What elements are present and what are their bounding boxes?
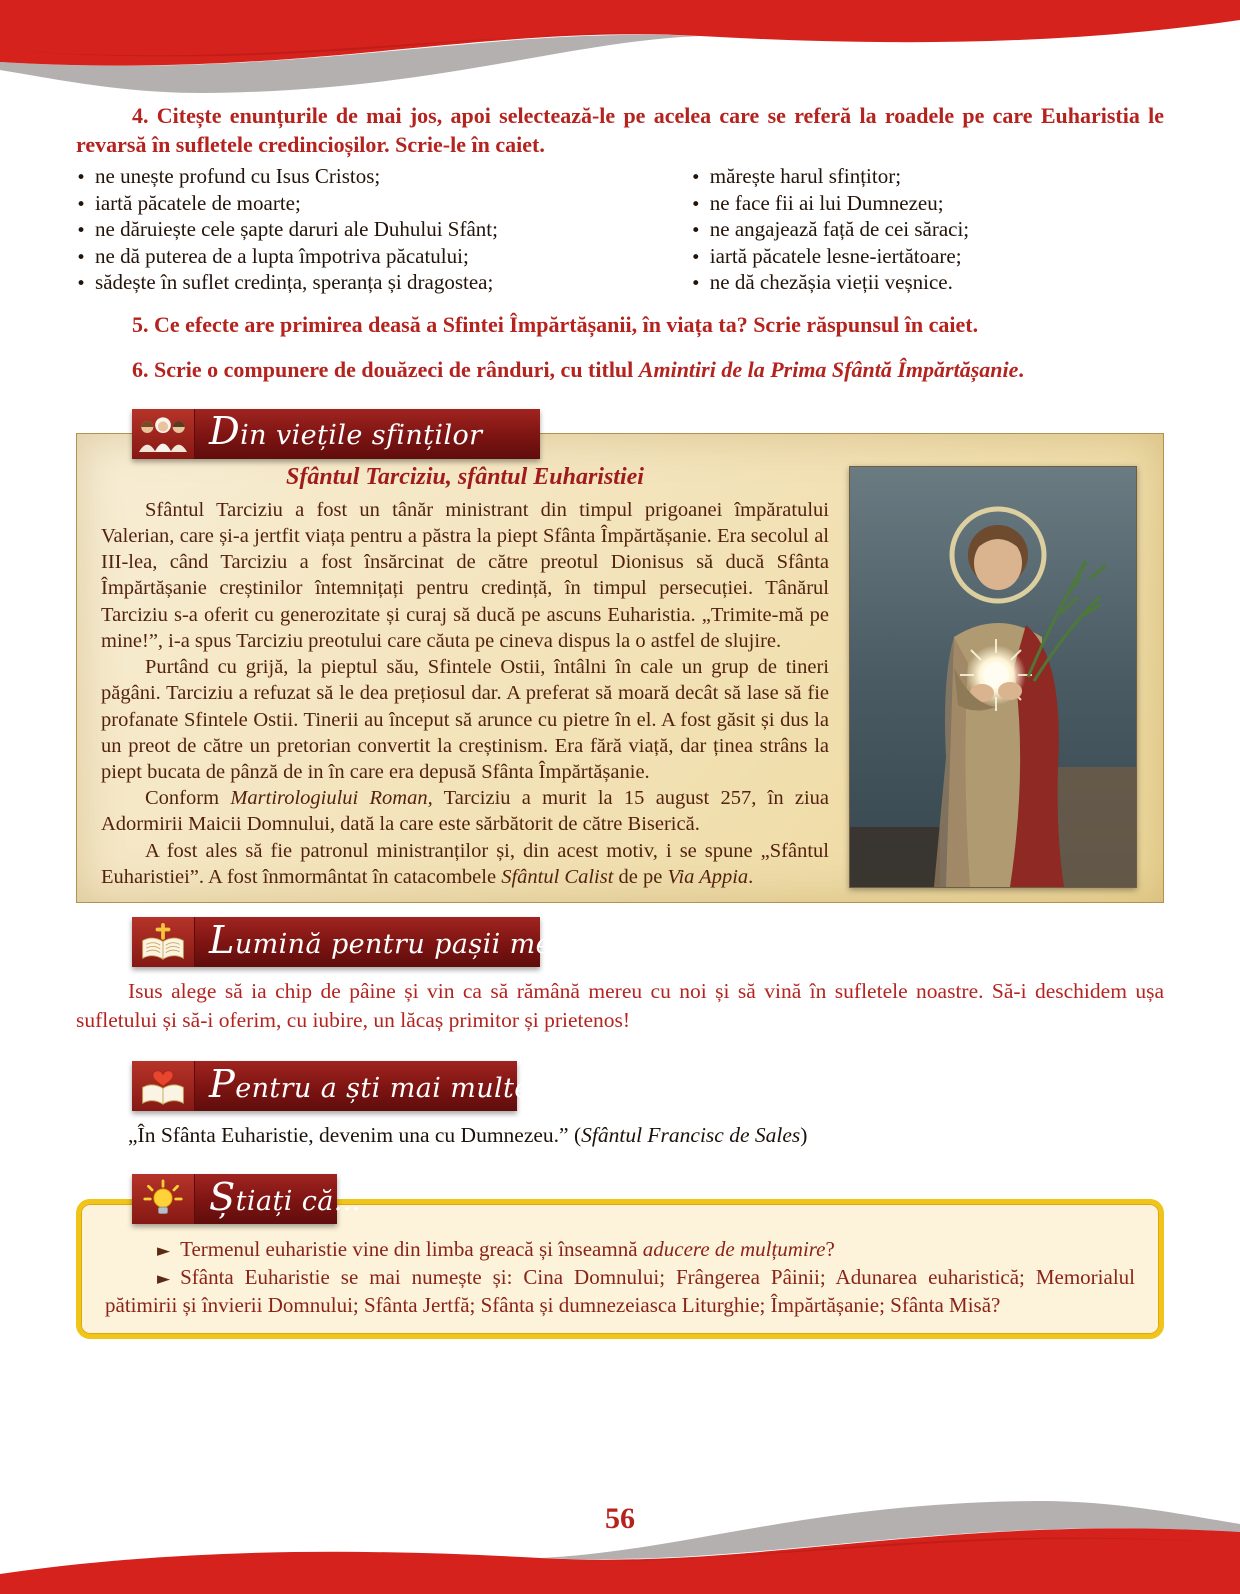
list-item-text: mărește harul sfințitor; [709, 164, 902, 189]
list-item-text: sădește în suflet credința, speranța și dragostea; [95, 270, 494, 294]
exercise-4-options-right [691, 163, 1164, 295]
know-more-quote [76, 1123, 1164, 1148]
arrow-bullet-icon: ► [157, 1241, 171, 1262]
list-item-text: iartă păcatele de moarte; [95, 190, 301, 215]
did-you-know-banner-label: Știați că... [209, 1174, 361, 1220]
did-you-know-banner [132, 1174, 361, 1224]
exercise-5-heading: 5. Ce efecte are primirea deasă a Sfintei Împărtășanii, în viața ta? Scrie răspunsul în caiet. [132, 312, 979, 338]
text-segment: Tarciziu a murit la 15 august 257, în ziua Adormirii Maicii Domnului, dată la care este sărbătorit de către Biserică. [101, 787, 830, 836]
list-item [76, 269, 691, 295]
light-banner-label: Lumină pentru pașii mei [209, 917, 562, 963]
text-segment: de pe [613, 865, 668, 888]
text-segment-italic: Sfântul Calist [501, 865, 614, 888]
list-item-text: ne angajează față de cei săraci; [709, 217, 970, 242]
saints-section [76, 409, 1164, 904]
exercise-4-options [76, 163, 1164, 295]
list-item-text: ne unește profund cu Isus Cristos; [95, 164, 381, 189]
text-segment: . [1018, 357, 1024, 383]
exercise-4-heading: 4. Citește enunțurile de mai jos, apoi selectează-le pe acelea care se referă la roadele pe care Euharistia le revarsă în sufletele credincioșilor. Scrie-le în caiet. [76, 103, 1164, 157]
bullet-icon: • [76, 194, 87, 215]
list-item [691, 216, 1164, 242]
text-segment: ? [825, 1237, 835, 1262]
page-number: 56 [605, 1502, 635, 1535]
did-you-know-section [76, 1174, 1164, 1339]
list-item [691, 243, 1164, 269]
list-item-text: ne dă puterea de a lupta împotriva păcatului; [95, 243, 469, 268]
exercise-4-options-left [76, 163, 691, 295]
bullet-icon: • [76, 168, 87, 189]
text-segment: . [748, 865, 754, 888]
bullet-icon: • [690, 247, 701, 268]
text-segment: A fost ales să fie patronul ministranților și, din acest motiv, i se spune „Sfântul Euharistiei”. A fost înmormântat în catacombele [101, 839, 829, 888]
text-segment: Termenul euharistie vine din limba greacă și înseamnă [180, 1237, 643, 1262]
text-segment: Sfânta Euharistie se mai numește și: Cina Domnului; Frângerea Pâinii; Adunarea euharistică; Memorialul pătimirii și învierii Domnului; Sfânta Jertfă; Sfânta și dumnezeiasca Liturghie; Împărtășanie; Sfânta Misă? [105, 1265, 1135, 1318]
bullet-icon: • [690, 274, 701, 294]
saints-figures-icon [132, 409, 195, 459]
know-more-banner [132, 1061, 531, 1111]
list-item [691, 190, 1164, 216]
text-segment: „În Sfânta Euharistie, devenim una cu Dumnezeu.” ( [128, 1123, 582, 1148]
saint-tarcisius-painting [849, 466, 1137, 888]
open-book-cross-icon [132, 917, 195, 967]
list-item [76, 243, 691, 269]
bullet-icon: • [690, 168, 701, 189]
list-item [691, 269, 1164, 295]
list-item-text: ne dăruiește cele șapte daruri ale Duhului Sfânt; [95, 217, 498, 242]
light-banner [132, 917, 562, 967]
text-segment-italic: Martirologiului Roman, [230, 787, 433, 810]
saints-story-box [76, 433, 1164, 904]
bullet-icon: • [690, 221, 701, 242]
saints-banner-label: Din viețile sfinților [209, 409, 483, 455]
list-item [76, 216, 691, 242]
lightbulb-icon [132, 1174, 195, 1224]
know-more-banner-label: Pentru a ști mai multe [209, 1061, 531, 1107]
saints-banner [132, 409, 540, 459]
text-segment-italic: Via Appia [667, 865, 749, 888]
list-item [76, 190, 691, 216]
text-segment: Conform [145, 787, 231, 810]
arrow-bullet-icon: ► [157, 1269, 171, 1290]
light-text: Isus alege să ia chip de pâine și vin ca să rămână mereu cu noi și să vină în sufletele noastre. Să-i deschidem ușa sufletului și să-i oferim, cu iubire, un lăcaș primitor și prietenos! [76, 979, 1164, 1033]
story-paragraph-2: Purtând cu grijă, la pieptul său, Sfintele Ostii, întâlni în cale un grup de tineri păgâni. Tarciziu a refuzat să le dea prețiosul dar. A preferat să moară decât să lase să fie profanate Sfintele Ostii. Tinerii au început să arunce cu pietre în el. A fost găsit și dus la un preot de către un pretorian convertit la creștinism. Era fără viață, dar ținea strâns la piept bucata de pânză de in în care era depusă Sfânta Împărtășanie. [101, 656, 829, 783]
text-segment-italic: Sfântul Francisc de Sales [581, 1123, 801, 1148]
book-heart-icon [132, 1061, 195, 1111]
bullet-icon: • [76, 221, 87, 242]
list-item-text: ne face fii ai lui Dumnezeu; [709, 190, 944, 215]
exercise-6-heading [76, 356, 1164, 385]
list-item [691, 163, 1164, 189]
text-segment-italic: Amintiri de la Prima Sfântă Împărtășanie [638, 357, 1019, 383]
saints-story-title: Sfântul Tarciziu, sfântul Euharistiei [286, 463, 644, 490]
bullet-icon: • [76, 274, 87, 294]
text-segment: 6. Scrie o compunere de douăzeci de rânduri, cu titlul [132, 357, 639, 383]
list-item-text: iartă păcatele lesne-iertătoare; [709, 243, 962, 268]
did-you-know-item-2 [105, 1264, 1135, 1320]
story-paragraph-1: Sfântul Tarciziu a fost un tânăr ministrant din timpul prigoanei împăratului Valerian, care și-a jertfit viața pentru a păstra la piept Sfânta Împărtășanie. Era secolul al III-lea, când Tarciziu a fost însărcinat de către preotul Dionisus să ducă Sfânta Împărtășanie creștinilor întemnițați pentru credință, în timpul persecuției. Tânărul Tarciziu s-a oferit cu generozitate și curaj să ducă pe ascuns Euharistia. „Trimite-mă pe mine!”, i-a spus Tarciziu preotului care căuta pe cineva dispus la o astfel de slujire. [101, 498, 829, 652]
list-item [76, 163, 691, 189]
bullet-icon: • [690, 194, 701, 215]
bullet-icon: • [76, 247, 87, 268]
text-segment: ) [800, 1123, 808, 1148]
did-you-know-item-1 [105, 1236, 1135, 1264]
text-segment-italic: aducere de mulțumire [642, 1237, 826, 1262]
list-item-text: ne dă chezășia vieții veșnice. [709, 270, 953, 294]
